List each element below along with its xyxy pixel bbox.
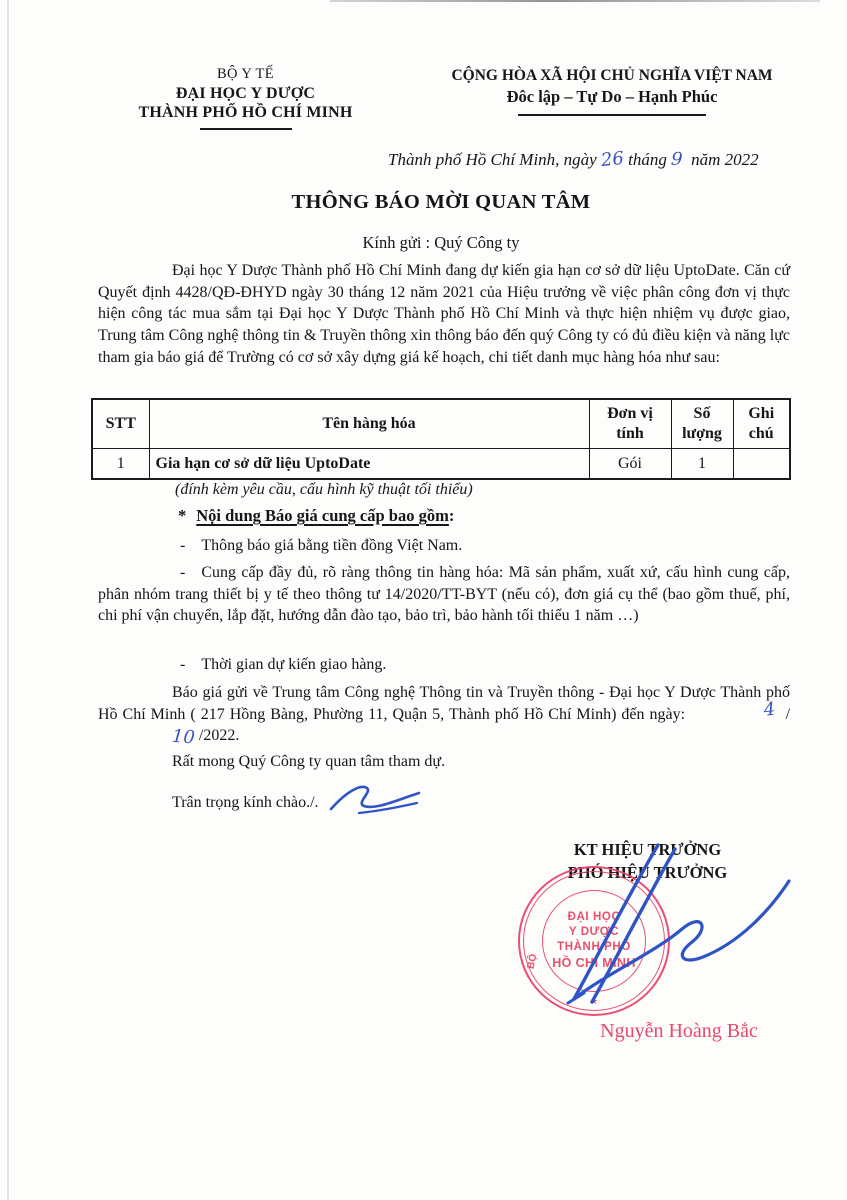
heading-star: * bbox=[178, 506, 187, 525]
issuer-underline bbox=[200, 128, 292, 130]
national-header-line1: CỘNG HÒA XÃ HỘI CHỦ NGHĨA VIỆT NAM bbox=[451, 67, 773, 84]
quote-item-1-text: Thông báo giá bằng tiền đồng Việt Nam. bbox=[201, 537, 463, 554]
heading-colon: : bbox=[448, 506, 455, 525]
quote-section-heading bbox=[98, 506, 790, 526]
scan-artifact-top-edge bbox=[330, 0, 820, 2]
col-header-don-vi-tinh: Đơn vị tính bbox=[589, 399, 671, 449]
issuer-org-line1: ĐẠI HỌC Y DƯỢC bbox=[175, 84, 316, 102]
quote-item-1 bbox=[98, 535, 790, 557]
submission-paragraph bbox=[98, 682, 790, 747]
cell-item-name: Gia hạn cơ sở dữ liệu UptoDate bbox=[149, 449, 589, 480]
signature-stroke bbox=[532, 833, 797, 1013]
attachment-note: (đính kèm yêu cầu, cấu hình kỹ thuật tối thiểu) bbox=[175, 481, 473, 498]
stamp-center-text: ĐẠI HỌC Y DƯỢC THÀNH PHỐ HỒ CHÍ MINH bbox=[552, 911, 636, 971]
submission-text: Báo giá gửi về Trung tâm Công nghệ Thông tin và Truyền thông - Đại học Y Dược Thành phố Hồ Chí Minh ( 217 Hồng Bàng, Phường 11, Quận 5, Thành phố Hồ Chí Minh) đến ngày: bbox=[98, 684, 790, 723]
deadline-year: /2022. bbox=[198, 727, 240, 745]
cell-note bbox=[733, 449, 790, 480]
salutation: Kính gửi : Quý Công ty bbox=[362, 233, 520, 252]
stamp-ring-word: BỘ bbox=[525, 953, 540, 970]
document-title: THÔNG BÁO MỜI QUAN TÂM bbox=[291, 191, 591, 213]
col-header-stt: STT bbox=[92, 399, 149, 449]
handwritten-day: 26 bbox=[599, 147, 625, 172]
national-header-underline bbox=[518, 114, 706, 116]
cell-quantity: 1 bbox=[671, 449, 733, 480]
dateline bbox=[388, 147, 798, 172]
cell-unit: Gói bbox=[589, 449, 671, 480]
col-header-so-luong: Số lượng bbox=[671, 399, 733, 449]
handwritten-deadline-month: 10 bbox=[171, 726, 196, 749]
signature-title-line1: KT HIỆU TRƯỞNG bbox=[573, 840, 722, 859]
stamp-star-icon: ★ bbox=[589, 996, 599, 1006]
stamp-micro-text: ······· bbox=[584, 1009, 604, 1014]
national-motto: Đôc lập – Tự Do – Hạnh Phúc bbox=[506, 87, 718, 107]
table-header-row bbox=[92, 399, 790, 449]
closing-line-2 bbox=[172, 781, 425, 817]
scan-artifact-left-edge bbox=[7, 0, 9, 1200]
national-header bbox=[428, 66, 796, 116]
handwritten-deadline-day: 4 bbox=[762, 698, 777, 721]
quote-item-3 bbox=[98, 654, 790, 676]
handwritten-month: 9 bbox=[670, 148, 684, 171]
quote-item-3-text: Thời gian dự kiến giao hàng. bbox=[201, 656, 387, 673]
signature-title-line2: PHÓ HIỆU TRƯỞNG bbox=[567, 863, 728, 883]
quote-item-2-text: Cung cấp đầy đủ, rõ ràng thông tin hàng hóa: Mã sản phẩm, xuất xứ, cấu hình cung cấp, phân nhóm trang thiết bị y tế theo thông tư 14/2020/TT-BYT (nếu có), đơn giá cụ thể (bao gồm thuế, phí, chi phí vận chuyển, lắp đặt, hướng dẫn đào tạo, bảo trì, bảo hành tối thiểu 1 năm …) bbox=[98, 564, 790, 625]
intro-paragraph: Đại học Y Dược Thành phố Hồ Chí Minh đang dự kiến gia hạn cơ sở dữ liệu UptoDate. Căn cứ Quyết định 4428/QĐ-ĐHYD ngày 30 tháng 12 năm 2021 của Hiệu trưởng về việc phân công đơn vị thực hiện công tác mua sắm tại Đại học Y Dược Thành phố Hồ Chí Minh và thực hiện nhiệm vụ được giao, Trung tâm Công nghệ thông tin & Truyền thông xin thông báo đến quý Công ty có đủ điều kiện và năng lực tham gia báo giá để Trường có cơ sở xây dựng giá kế hoạch, chi tiết danh mục hàng hóa như sau: bbox=[98, 262, 790, 366]
dateline-month-label: tháng bbox=[628, 150, 667, 169]
table-row bbox=[92, 449, 790, 480]
goods-table bbox=[91, 398, 791, 480]
dateline-place: Thành phố Hồ Chí Minh, ngày bbox=[388, 150, 597, 169]
deadline-separator: / bbox=[785, 705, 791, 723]
col-header-ghi-chu: Ghi chú bbox=[733, 399, 790, 449]
bullet-dash: - bbox=[180, 656, 186, 673]
quote-item-2 bbox=[98, 562, 790, 627]
signer-name: Nguyễn Hoàng Bắc bbox=[600, 1020, 758, 1042]
dateline-year: năm 2022 bbox=[691, 150, 759, 169]
issuer-header bbox=[118, 66, 373, 130]
closing-line-2-text: Trân trọng kính chào./. bbox=[172, 794, 319, 811]
closing-line-1: Rất mong Quý Công ty quan tâm tham dự. bbox=[172, 753, 446, 770]
heading-text: Nội dung Báo giá cung cấp bao gồm bbox=[196, 506, 449, 525]
cell-stt: 1 bbox=[92, 449, 149, 480]
issuer-org-line2: THÀNH PHỐ HỒ CHÍ MINH bbox=[138, 104, 353, 122]
issuer-ministry: BỘ Y TẾ bbox=[216, 66, 275, 82]
bullet-dash: - bbox=[180, 537, 186, 554]
handwritten-initials bbox=[325, 781, 425, 817]
col-header-ten-hang-hoa: Tên hàng hóa bbox=[149, 399, 589, 449]
bullet-dash: - bbox=[180, 564, 186, 581]
